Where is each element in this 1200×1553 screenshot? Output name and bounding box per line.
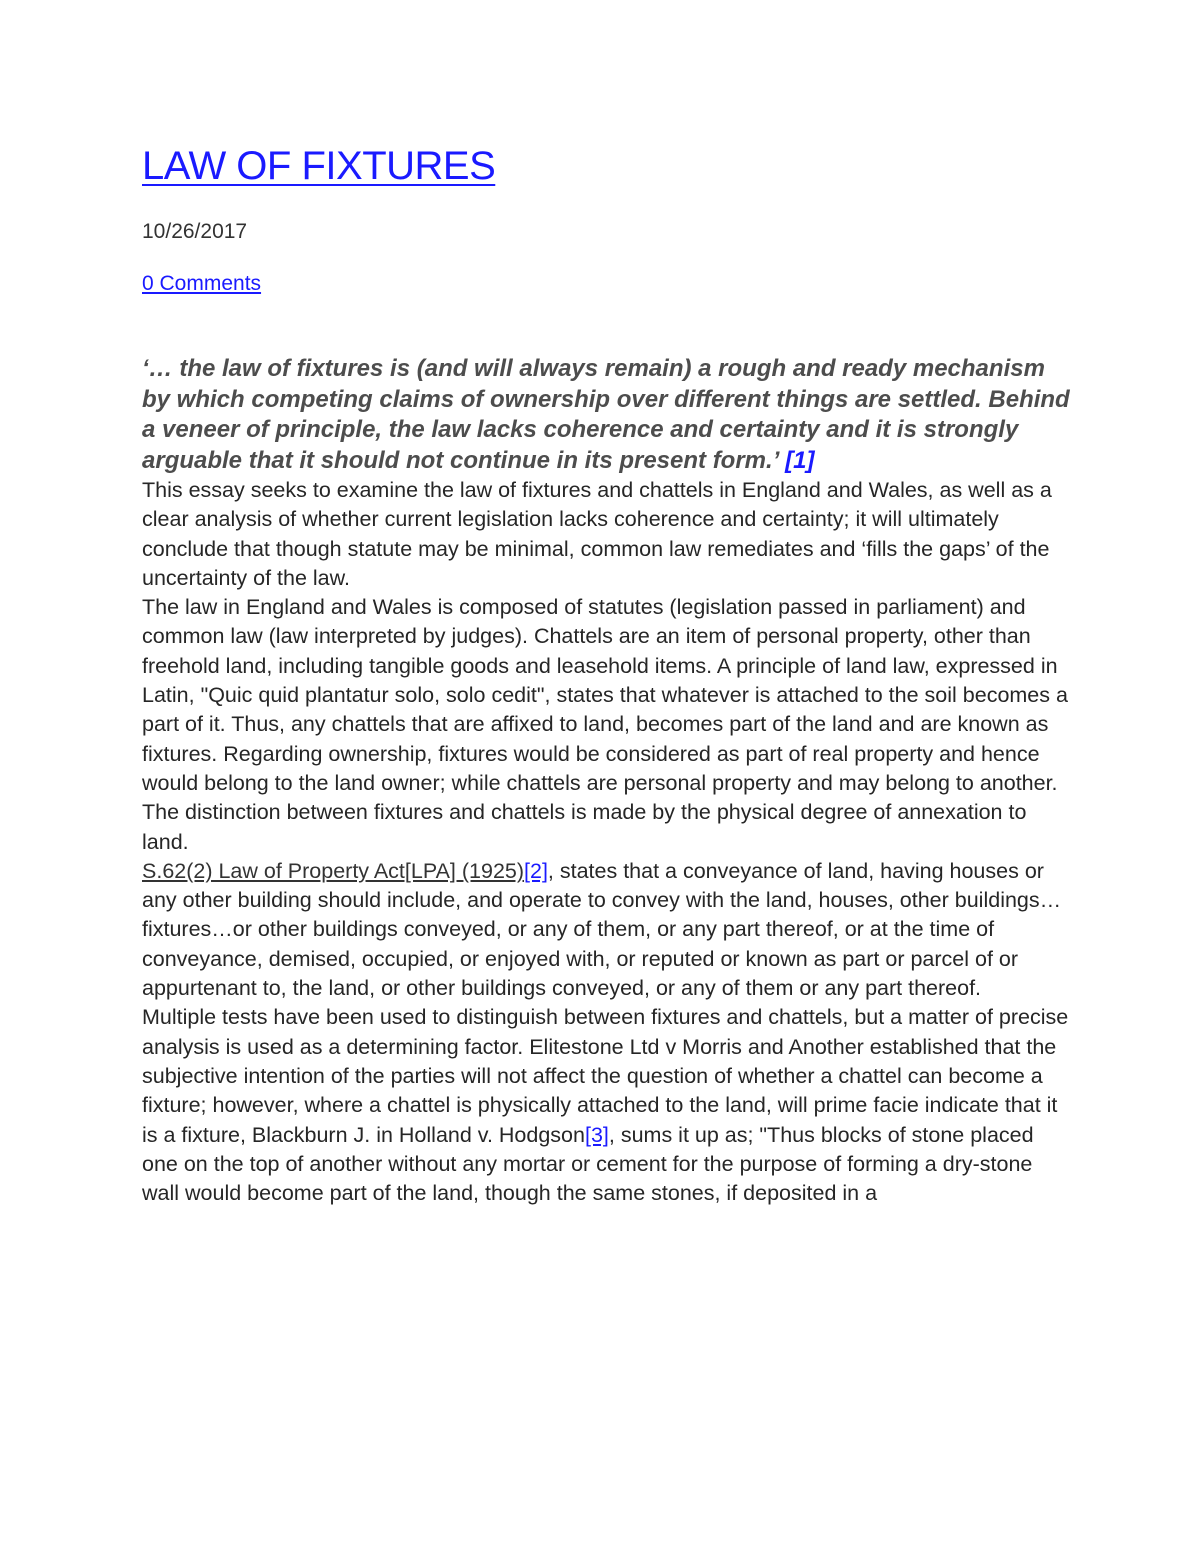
paragraph-tests <box>142 1003 1072 1208</box>
post-title-link[interactable]: LAW OF FIXTURES <box>142 144 496 188</box>
post-title <box>142 140 1072 192</box>
footnote-2-link[interactable]: [2] <box>524 858 548 883</box>
footnote-1-link[interactable]: [1] <box>785 446 815 474</box>
comments-row <box>142 270 1072 298</box>
paragraph-law-overview: The law in England and Wales is composed of statutes (legislation passed in parliament) and common law (law interpreted by judges). Chattels are an item of personal property, other than freehold land, including tangible goods and leasehold items. A principle of land law, expressed in Latin, "Quic quid plantatur solo, solo cedit", states that whatever is attached to the soil becomes a part of it. Thus, any chattels that are affixed to land, becomes part of the land and are known as fixtures. Regarding ownership, fixtures would be considered as part of real property and hence would belong to the land owner; while chattels are personal property and may belong to another. The distinction between fixtures and chattels is made by the physical degree of annexation to land. <box>142 595 1068 854</box>
statute-text: , states that a conveyance of land, having houses or any other building should include, and operate to convey with the land, houses, other buildings…fixtures…or other buildings conveyed, or any of them, or any part thereof, or at the time of conveyance, demised, occupied, or enjoyed with, or reputed or known as part or parcel of or appurtenant to, the land, or other buildings conveyed, or any of them or any part thereof. <box>142 858 1062 1001</box>
statute-link[interactable]: S.62(2) Law of Property Act[LPA] (1925) <box>142 858 525 883</box>
tests-text-before: Multiple tests have been used to distinguish between fixtures and chattels, but a matter of precise analysis is used as a determining factor. Elitestone Ltd v Morris and Another established that the subjective intention of the parties will not affect the question of whether a chattel can become a fixture; however, where a chattel is physically attached to the land, will prime facie indicate that it is a fixture, Blackburn J. in Holland v. Hodgson <box>142 1005 1069 1147</box>
post-date: 10/26/2017 <box>142 220 248 243</box>
epigraph-quote <box>142 354 1072 476</box>
quote-text: ‘… the law of fixtures is (and will always remain) a rough and ready mechanism by which competing claims of ownership over different things are settled. Behind a veneer of principle, the law lacks coherence and certainty and it is strongly arguable that it should not continue in its present form.’ <box>142 355 1070 474</box>
paragraph-lpa-statute <box>142 857 1072 1003</box>
intro-paragraph: This essay seeks to examine the law of fixtures and chattels in England and Wales, as well as a clear analysis of whether current legislation lacks coherence and certainty; it will ultimately conclude that though statute may be minimal, common law remediates and ‘fills the gaps’ of the uncertainty of the law. <box>142 478 1052 590</box>
blog-post <box>142 140 1072 1208</box>
footnote-3-link[interactable]: [3] <box>584 1122 609 1147</box>
comments-link[interactable]: 0 Comments <box>142 272 262 295</box>
tests-text-after: , sums it up as; "Thus blocks of stone placed one on the top of another without any mortar or cement for the purpose of forming a dry-stone wall would become part of the land, though the same stones, if deposited in a <box>142 1122 1034 1206</box>
